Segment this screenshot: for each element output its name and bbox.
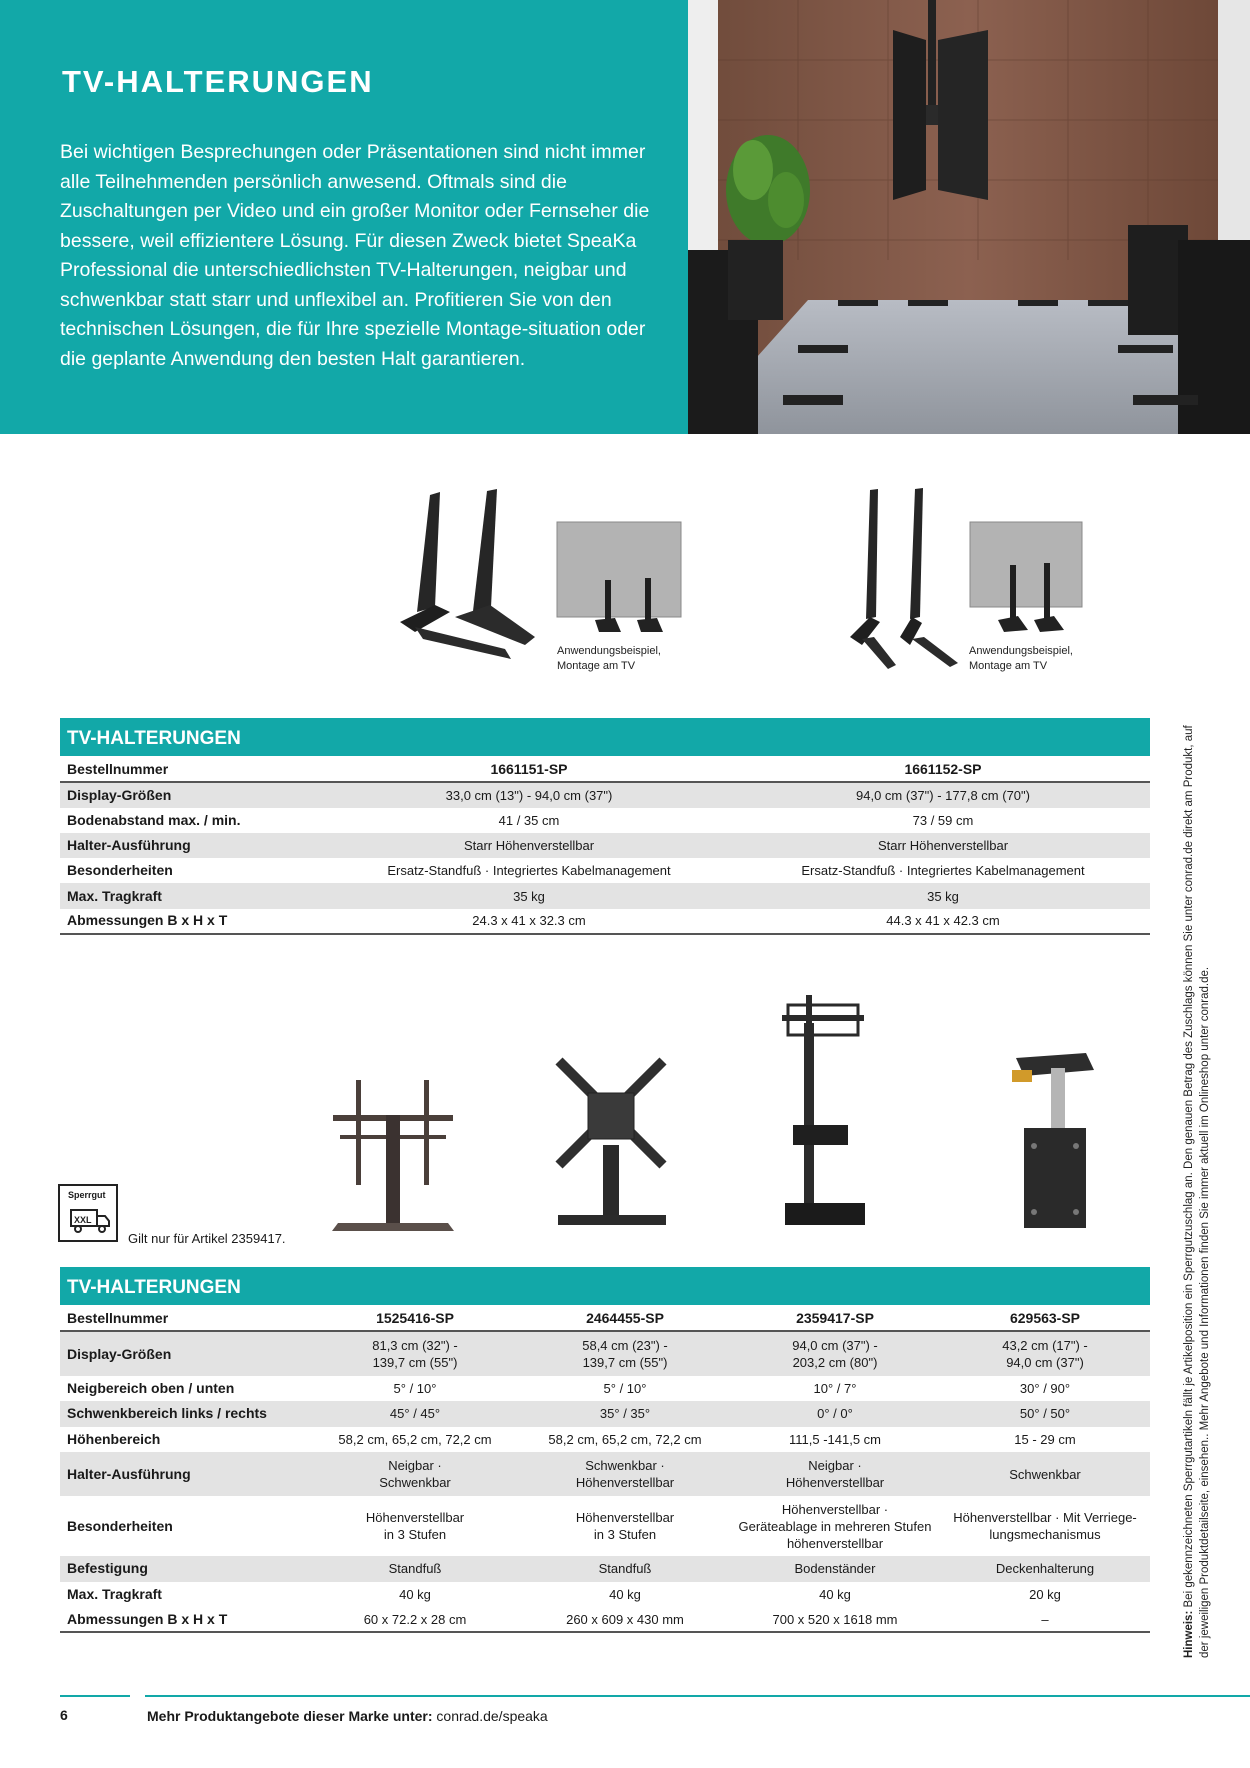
table-cell: 44.3 x 41 x 42.3 cm bbox=[736, 909, 1150, 934]
sperrgut-label: Sperrgut bbox=[68, 1190, 106, 1200]
page-number: 6 bbox=[60, 1707, 68, 1723]
caption-1661152: Anwendungsbeispiel, Montage am TV bbox=[969, 645, 1073, 672]
table-cell: 2359417-SP bbox=[730, 1306, 940, 1331]
intro-text: Bei wichtigen Besprechungen oder Präsentationen sind nicht immer alle Teilnehmenden persönlich anwesend. Oftmals sind die Zuschaltungen per Video und ein großer Monitor oder Fernseher die bessere, weil effizientere Lösung. Für diesen Zweck bietet SpeaKa Professional die unterschiedlichsten TV-Halterungen, neigbar und schwenkbar statt starr und unflexibel an. Profitieren Sie von den technischen Lösungen, die für Ihre spezielle Montage-situation oder die geplante Anwendung den besten Halt garantieren. bbox=[60, 141, 650, 370]
table-cell: 50° / 50° bbox=[940, 1401, 1150, 1426]
table-cell: 111,5 -141,5 cm bbox=[788, 1431, 881, 1447]
tv-example-1661151 bbox=[555, 520, 685, 635]
footer-divider bbox=[145, 1695, 1250, 1697]
row-label: Halter-Ausführung bbox=[60, 833, 322, 858]
table-cell: 30° / 90° bbox=[1019, 1381, 1071, 1397]
table-cell: 5° / 10° bbox=[603, 1381, 647, 1397]
xxl-label: XXL bbox=[74, 1215, 92, 1225]
page-title: TV-HALTERUNGEN bbox=[62, 64, 374, 99]
row-label: Bestellnummer bbox=[60, 1306, 310, 1331]
table-cell: Standfuß bbox=[520, 1556, 730, 1581]
table-cell: 81,3 cm (32") - 139,7 cm (55") bbox=[310, 1331, 520, 1375]
footer-label: Mehr Produktangebote dieser Marke unter: bbox=[147, 1708, 433, 1724]
table-cell: 260 x 609 x 430 mm bbox=[520, 1607, 730, 1632]
spec-table-1 bbox=[60, 757, 1150, 935]
row-label: Max. Tragkraft bbox=[67, 1585, 162, 1602]
conference-room-photo bbox=[688, 0, 1250, 434]
table-cell: Bodenständer bbox=[730, 1556, 940, 1581]
table-cell: 0° / 0° bbox=[730, 1401, 940, 1426]
table-cell: Schwenkbar bbox=[940, 1452, 1150, 1496]
table-cell: Starr Höhenverstellbar bbox=[322, 833, 736, 858]
row-label: Halter-Ausführung bbox=[60, 1452, 310, 1496]
table-cell: 33,0 cm (13") - 94,0 cm (37") bbox=[322, 782, 736, 807]
table-row bbox=[60, 1401, 1150, 1426]
product-image-2359417 bbox=[780, 993, 880, 1233]
table-row bbox=[60, 757, 1150, 782]
footer-text bbox=[147, 1708, 548, 1724]
truck-icon bbox=[69, 1208, 111, 1234]
table-cell: 73 / 59 cm bbox=[912, 812, 974, 828]
table-cell: 58,4 cm (23") - 139,7 cm (55") bbox=[520, 1331, 730, 1375]
table-cell: 5° / 10° bbox=[393, 1381, 437, 1397]
table-cell: 35 kg bbox=[736, 883, 1150, 908]
row-label: Besonderheiten bbox=[67, 1517, 173, 1534]
table-cell: 35 kg bbox=[322, 883, 736, 908]
table-row bbox=[60, 1582, 1150, 1607]
row-label: Display-Größen bbox=[60, 1331, 310, 1375]
table-cell: 1661152-SP bbox=[736, 757, 1150, 782]
row-label: Besonderheiten bbox=[67, 862, 173, 879]
table-row bbox=[60, 1607, 1150, 1632]
table-row bbox=[60, 1331, 1150, 1375]
row-label: Höhenbereich bbox=[67, 1430, 161, 1447]
table-cell: Höhenverstellbar · Mit Verriege- lungsmechanismus bbox=[953, 1510, 1137, 1543]
spec-table-2 bbox=[60, 1306, 1150, 1633]
hero-panel bbox=[0, 0, 688, 434]
row-label: Max. Tragkraft bbox=[60, 883, 322, 908]
sperrgut-badge bbox=[58, 1184, 118, 1242]
table-cell: 1661151-SP bbox=[322, 757, 736, 782]
row-label: Display-Größen bbox=[60, 782, 322, 807]
table-cell: 40 kg bbox=[819, 1586, 851, 1602]
product-image-1661151 bbox=[395, 487, 545, 677]
table-cell: 629563-SP bbox=[940, 1306, 1150, 1331]
side-note-label: Hinweis: bbox=[1183, 1610, 1195, 1658]
table-row bbox=[60, 858, 1150, 883]
table-cell: 2464455-SP bbox=[520, 1306, 730, 1331]
table-row bbox=[60, 833, 1150, 858]
row-label: Neigbereich oben / unten bbox=[67, 1380, 235, 1397]
table-cell: 45° / 45° bbox=[310, 1401, 520, 1426]
table-cell: 94,0 cm (37") - 177,8 cm (70") bbox=[736, 782, 1150, 807]
table-row bbox=[60, 782, 1150, 807]
table-cell: 40 kg bbox=[609, 1586, 641, 1602]
side-note bbox=[1181, 708, 1213, 1658]
table-row bbox=[60, 883, 1150, 908]
table-cell: 94,0 cm (37") - 203,2 cm (80") bbox=[730, 1331, 940, 1375]
table-cell: 10° / 7° bbox=[813, 1381, 857, 1397]
table-cell: 58,2 cm, 65,2 cm, 72,2 cm bbox=[338, 1431, 492, 1447]
caption-1661151: Anwendungsbeispiel, Montage am TV bbox=[557, 645, 661, 672]
table-cell: 20 kg bbox=[1029, 1586, 1061, 1602]
table-cell: Neigbar · Höhenverstellbar bbox=[730, 1452, 940, 1496]
table-cell: Standfuß bbox=[310, 1556, 520, 1581]
side-note-text: Bei gekennzeichneten Sperrgutartikeln fällt je Artikelposition ein Sperrgutzuschlag an. Den genauen Betrag des Zuschlags können Sie unter conrad.de direkt am Produkt, auf der jeweiligen Produktdetailseite, einsehen.. Mehr Angebote und Informationen finden Sie immer aktuell im Onlineshop unter conrad.de. bbox=[1183, 725, 1211, 1658]
table2-heading: TV-HALTERUNGEN bbox=[60, 1267, 1150, 1305]
table-cell: 60 x 72.2 x 28 cm bbox=[310, 1607, 520, 1632]
table-cell: Ersatz-Standfuß · Integriertes Kabelmanagement bbox=[387, 863, 671, 879]
table-cell: 58,2 cm, 65,2 cm, 72,2 cm bbox=[548, 1431, 702, 1447]
table1-heading: TV-HALTERUNGEN bbox=[60, 718, 1150, 756]
table-row bbox=[60, 1427, 1150, 1452]
tv-example-1661152 bbox=[968, 520, 1086, 635]
table-cell: Neigbar · Schwenkbar bbox=[310, 1452, 520, 1496]
table-row bbox=[60, 1496, 1150, 1556]
table-cell: – bbox=[940, 1607, 1150, 1632]
table-cell: 24.3 x 41 x 32.3 cm bbox=[322, 909, 736, 934]
table-cell: Ersatz-Standfuß · Integriertes Kabelmanagement bbox=[801, 863, 1085, 879]
table-cell: 43,2 cm (17") - 94,0 cm (37") bbox=[940, 1331, 1150, 1375]
row-label: Abmessungen B x H x T bbox=[60, 1607, 310, 1632]
table-cell: 1525416-SP bbox=[310, 1306, 520, 1331]
table-cell: Schwenkbar · Höhenverstellbar bbox=[520, 1452, 730, 1496]
table-cell: 15 - 29 cm bbox=[1014, 1431, 1076, 1447]
table-row bbox=[60, 1452, 1150, 1496]
table-cell: 35° / 35° bbox=[520, 1401, 730, 1426]
sperrgut-note: Gilt nur für Artikel 2359417. bbox=[128, 1231, 286, 1246]
row-label: Bodenabstand max. / min. bbox=[67, 811, 241, 828]
table-cell: Höhenverstellbar in 3 Stufen bbox=[575, 1510, 675, 1543]
table-cell: Höhenverstellbar in 3 Stufen bbox=[365, 1510, 465, 1543]
product-image-1661152 bbox=[840, 487, 980, 677]
table-cell: Deckenhalterung bbox=[940, 1556, 1150, 1581]
table-row bbox=[60, 808, 1150, 833]
footer-divider bbox=[60, 1695, 130, 1697]
row-label: Abmessungen B x H x T bbox=[60, 909, 322, 934]
table-row bbox=[60, 1556, 1150, 1581]
product-image-2464455 bbox=[553, 1055, 673, 1235]
table-cell: 40 kg bbox=[399, 1586, 431, 1602]
row-label: Schwenkbereich links / rechts bbox=[60, 1401, 310, 1426]
row-label: Befestigung bbox=[60, 1556, 310, 1581]
footer-link[interactable]: conrad.de/speaka bbox=[436, 1708, 548, 1724]
product-image-629563 bbox=[1006, 1048, 1096, 1233]
table-cell: 41 / 35 cm bbox=[498, 812, 560, 828]
product-image-1525416 bbox=[328, 1075, 458, 1235]
row-label: Bestellnummer bbox=[60, 757, 322, 782]
table-cell: 700 x 520 x 1618 mm bbox=[730, 1607, 940, 1632]
table-cell: Höhenverstellbar · Geräteablage in mehreren Stufen höhenverstellbar bbox=[738, 1501, 932, 1551]
table-row bbox=[60, 1376, 1150, 1401]
table-cell: Starr Höhenverstellbar bbox=[736, 833, 1150, 858]
table-row bbox=[60, 909, 1150, 934]
table-row bbox=[60, 1306, 1150, 1331]
